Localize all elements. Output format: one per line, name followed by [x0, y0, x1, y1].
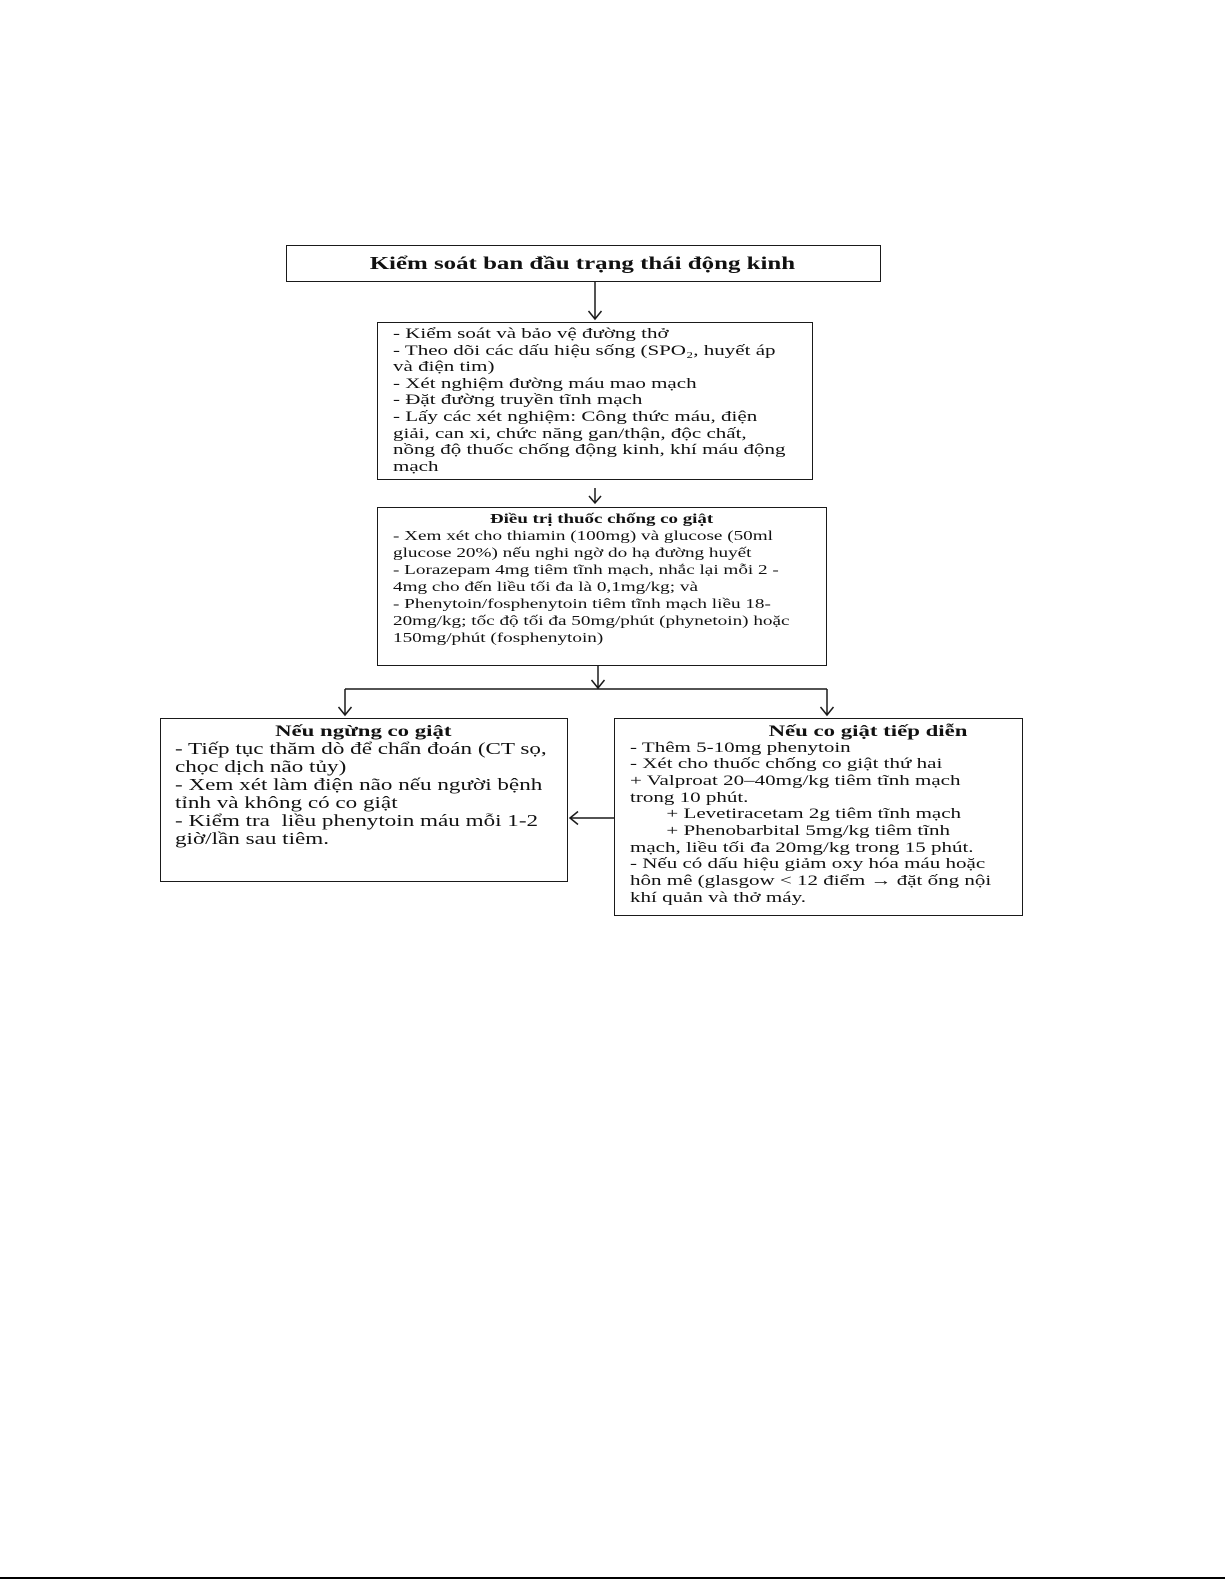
arrow-to-seizures-stopped: [339, 689, 352, 715]
seizures-stopped-list: [175, 722, 552, 848]
list-item: - Theo dõi các dấu hiệu sống (SPO₂, huyết áp và điện tim): [392, 342, 776, 376]
arrow-title-to-initial-management: [589, 282, 602, 319]
arrow-initial-management-to-treatment: [589, 488, 601, 503]
box-title: Nếu ngừng co giật: [274, 720, 451, 740]
list-item: - Kiểm tra liều phenytoin máu mỗi 1-2 giờ/lần sau tiêm.: [174, 810, 538, 848]
list-item: - Phenytoin/fosphenytoin tiêm tĩnh mạch liều 18- 20mg/kg; tốc độ tối đa 50mg/phút (phynetoin) hoặc 150mg/phút (fosphenytoin): [392, 595, 790, 646]
initial-management-list: [393, 326, 799, 475]
title-box: [286, 245, 881, 282]
list-item: - Xét nghiệm đường máu mao mạch: [392, 375, 697, 392]
arrow-treatment-to-branch: [592, 666, 605, 688]
anticonvulsant-treatment-box: [377, 507, 827, 666]
seizures-stopped-box: [160, 718, 568, 882]
page-bottom-rule: [0, 1577, 1225, 1579]
arrow-to-seizures-continue: [821, 689, 834, 715]
list-item: - Xem xét làm điện não nếu người bệnh tỉnh và không có co giật: [174, 774, 542, 812]
list-item: - Kiểm soát và bảo vệ đường thở: [392, 326, 669, 342]
list-item: - Nếu có dấu hiệu giảm oxy hóa máu hoặc hôn mê (glasgow < 12 điểm → đặt ống nội khí quản và thở máy.: [629, 856, 991, 906]
list-item: - Lorazepam 4mg tiêm tĩnh mạch, nhắc lại mỗi 2 - 4mg cho đến liều tối đa là 0,1mg/kg; và: [392, 561, 779, 594]
list-item: + Valproat 20–40mg/kg tiêm tĩnh mạch trong 10 phút.: [629, 772, 961, 806]
list-item: - Lấy các xét nghiệm: Công thức máu, điện giải, can xi, chức năng gan/thận, độc chất, nồng độ thuốc chống động kinh, khí máu động mạch: [392, 408, 786, 475]
list-item: - Xét cho thuốc chống co giật thứ hai: [629, 756, 942, 773]
list-item: + Levetiracetam 2g tiêm tĩnh mạch: [665, 806, 961, 823]
box-title: Nếu co giật tiếp diễn: [768, 720, 967, 740]
list-item: - Xem xét cho thiamin (100mg) và glucose (50ml glucose 20%) nếu nghi ngờ do hạ đường huyết: [392, 527, 773, 560]
flowchart-title: Kiểm soát ban đầu trạng thái động kinh: [369, 253, 796, 273]
box-title: Điều trị thuốc chống co giật: [489, 510, 713, 526]
list-item: - Thêm 5-10mg phenytoin: [629, 739, 851, 756]
list-item: - Đặt đường truyền tĩnh mạch: [392, 392, 642, 409]
list-item: + Phenobarbital 5mg/kg tiêm tĩnh mạch, liều tối đa 20mg/kg trong 15 phút.: [629, 823, 974, 856]
seizures-continue-box: [614, 718, 1023, 916]
initial-management-box: [377, 322, 813, 480]
arrow-continue-to-stopped: [570, 812, 614, 825]
seizures-continue-list: [630, 722, 1007, 907]
list-item: - Tiếp tục thăm dò để chẩn đoán (CT sọ, chọc dịch não tủy): [174, 738, 547, 776]
anticonvulsant-treatment-list: [393, 510, 810, 647]
